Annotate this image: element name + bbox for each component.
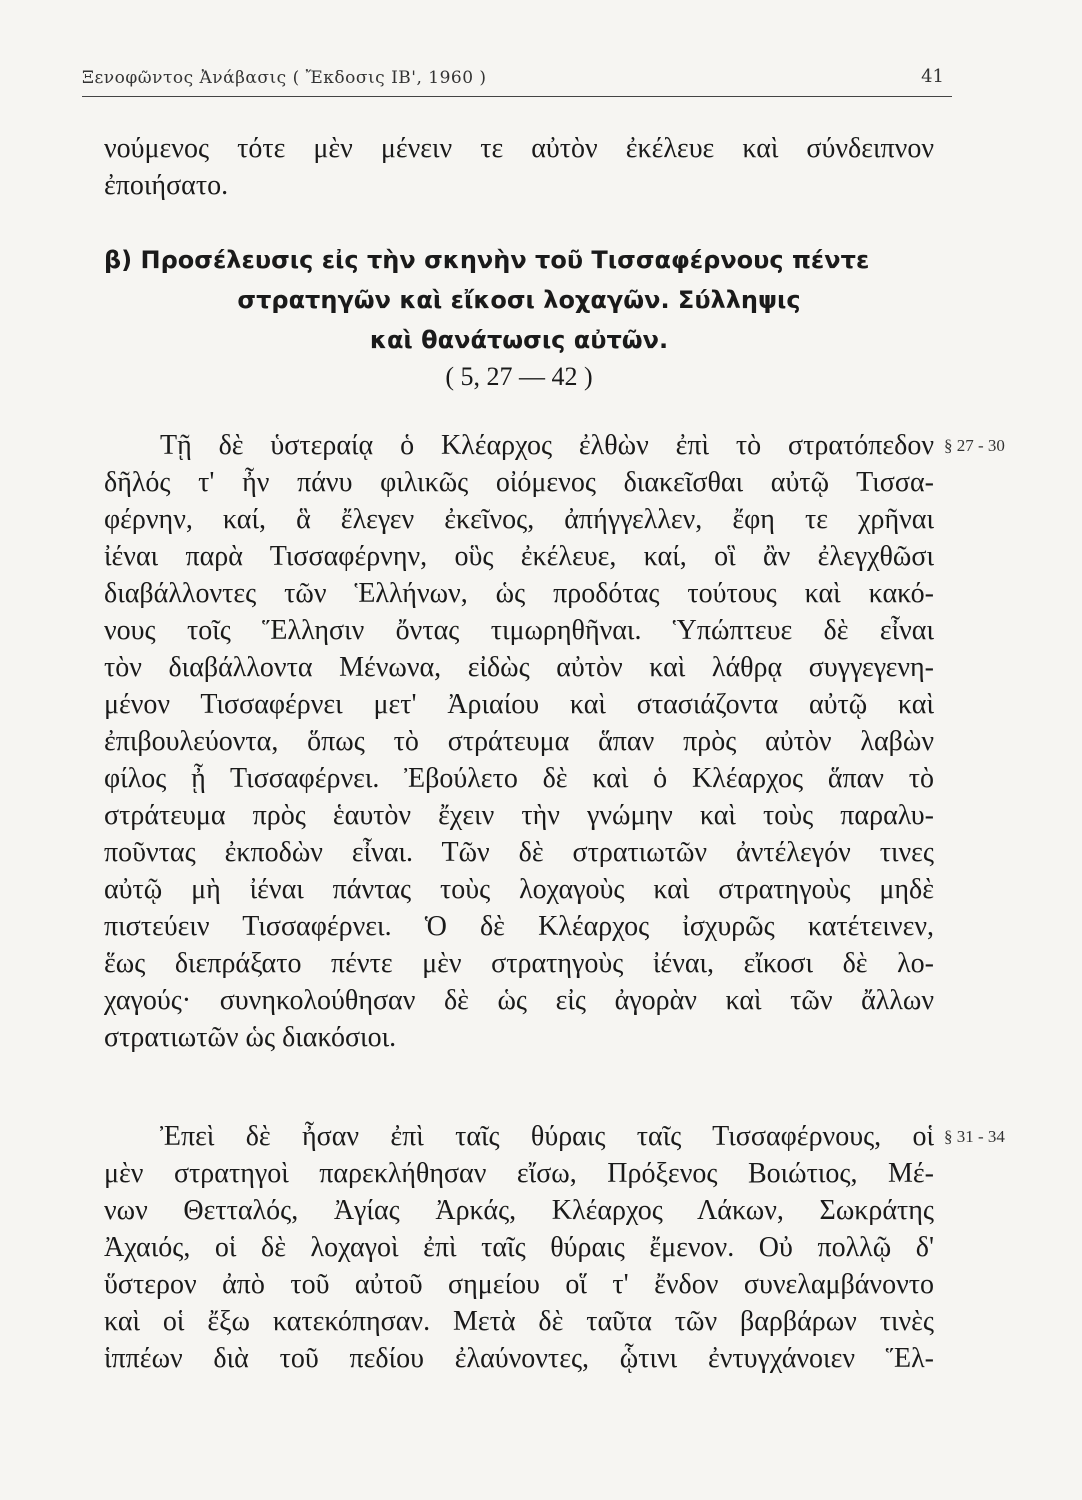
text-line: τὸν διαβάλλοντα Μένωνα, εἰδὼς αὐτὸν καὶ λάθρᾳ συγγεγενη- [104, 652, 934, 683]
text-line: χαγούς· συνηκολούθησαν δὲ ὡς εἰς ἀγορὰν καὶ τῶν ἄλλων [104, 985, 934, 1016]
section-range: ( 5, 27 — 42 ) [445, 362, 593, 391]
paragraph-2 [104, 1118, 934, 1377]
text-line: στράτευμα πρὸς ἑαυτὸν ἔχειν τὴν γνώμην καὶ τοὺς παραλυ- [104, 800, 934, 831]
text-line: ποῦντας ἐκποδὼν εἶναι. Τῶν δὲ στρατιωτῶν ἀντέλεγόν τινες [104, 837, 934, 868]
section-heading-line: στρατηγῶν καὶ εἴκοσι λοχαγῶν. Σύλληψις [237, 286, 801, 314]
text-line: ἐπιβουλεύοντα, ὅπως τὸ στράτευμα ἅπαν πρὸς αὐτὸν λαβὼν [104, 726, 934, 757]
text-line: πιστεύειν Τισσαφέρνει. Ὁ δὲ Κλέαρχος ἰσχυρῶς κατέτεινεν, [104, 911, 934, 942]
intro-text [104, 130, 934, 204]
text-line: νούμενος τότε μὲν μένειν τε αὐτὸν ἐκέλευε καὶ σύνδειπνον [104, 133, 934, 164]
text-line: Ἐπεὶ δὲ ἦσαν ἐπὶ ταῖς θύραις ταῖς Τισσαφέρνους, οἱ [160, 1121, 934, 1152]
text-line: αὐτῷ μὴ ἰέναι πάντας τοὺς λοχαγοὺς καὶ στρατηγοὺς μηδὲ [104, 874, 934, 905]
text-line: διαβάλλοντες τῶν Ἑλλήνων, ὡς προδότας τούτους καὶ κακό- [104, 578, 934, 609]
section-heading-line: καὶ θανάτωσις αὐτῶν. [369, 326, 669, 354]
running-head [82, 62, 952, 97]
text-line: νους τοῖς Ἕλλησιν ὄντας τιμωρηθῆναι. Ὑπώπτευε δὲ εἶναι [104, 615, 934, 646]
text-line: στρατιωτῶν ὡς διακόσιοι. [104, 1022, 397, 1053]
text-line: φέρνην, καί, ἃ ἔλεγεν ἐκεῖνος, ἀπήγγελλεν, ἔφη τε χρῆναι [104, 504, 934, 535]
running-head-title: Ξενοφῶντος Ἀνάβασις ( Ἔκδοσις ΙΒ', 1960 ) [82, 68, 487, 88]
text-line: φίλος ᾖ Τισσαφέρνει. Ἐβούλετο δὲ καὶ ὁ Κλέαρχος ἅπαν τὸ [104, 763, 934, 794]
text-line: ἱππέων διὰ τοῦ πεδίου ἐλαύνοντες, ᾧτινι ἐντυγχάνοιεν Ἕλ- [104, 1343, 934, 1374]
section-heading [104, 240, 934, 360]
text-line: καὶ οἱ ἔξω κατεκόπησαν. Μετὰ δὲ ταῦτα τῶν βαρβάρων τινὲς [104, 1306, 934, 1337]
text-line: μένον Τισσαφέρνει μετ' Ἀριαίου καὶ στασιάζοντα αὐτῷ καὶ [104, 689, 934, 720]
text-line: μὲν στρατηγοὶ παρεκλήθησαν εἴσω, Πρόξενος Βοιώτιος, Μέ- [104, 1158, 934, 1189]
text-line: Τῇ δὲ ὑστεραίᾳ ὁ Κλέαρχος ἐλθὼν ἐπὶ τὸ στρατόπεδον [160, 430, 934, 461]
paragraph-1 [104, 427, 934, 1056]
text-line: ἕως διεπράξατο πέντε μὲν στρατηγοὺς ἰέναι, εἴκοσι δὲ λο- [104, 948, 934, 979]
section-heading-line: β) Προσέλευσις εἰς τὴν σκηνὴν τοῦ Τισσαφέρνους πέντε [104, 246, 870, 274]
margin-section-ref: § 27 - 30 [944, 436, 1005, 455]
text-line: Ἀχαιός, οἱ δὲ λοχαγοὶ ἐπὶ ταῖς θύραις ἔμενον. Οὐ πολλῷ δ' [104, 1232, 934, 1263]
text-line: δῆλός τ' ἦν πάνυ φιλικῶς οἰόμενος διακεῖσθαι αὐτῷ Τισσα- [104, 467, 934, 498]
text-line: ἐποιήσατο. [104, 170, 229, 201]
text-line: νων Θετταλός, Ἀγίας Ἀρκάς, Κλέαρχος Λάκων, Σωκράτης [104, 1195, 934, 1226]
text-line: ἰέναι παρὰ Τισσαφέρνην, οὓς ἐκέλευε, καί, οἳ ἂν ἐλεγχθῶσι [104, 541, 934, 572]
margin-section-ref: § 31 - 34 [944, 1127, 1005, 1146]
page-number: 41 [921, 66, 944, 87]
text-line: ὕστερον ἀπὸ τοῦ αὐτοῦ σημείου οἵ τ' ἔνδον συνελαμβάνοντο [104, 1269, 934, 1300]
